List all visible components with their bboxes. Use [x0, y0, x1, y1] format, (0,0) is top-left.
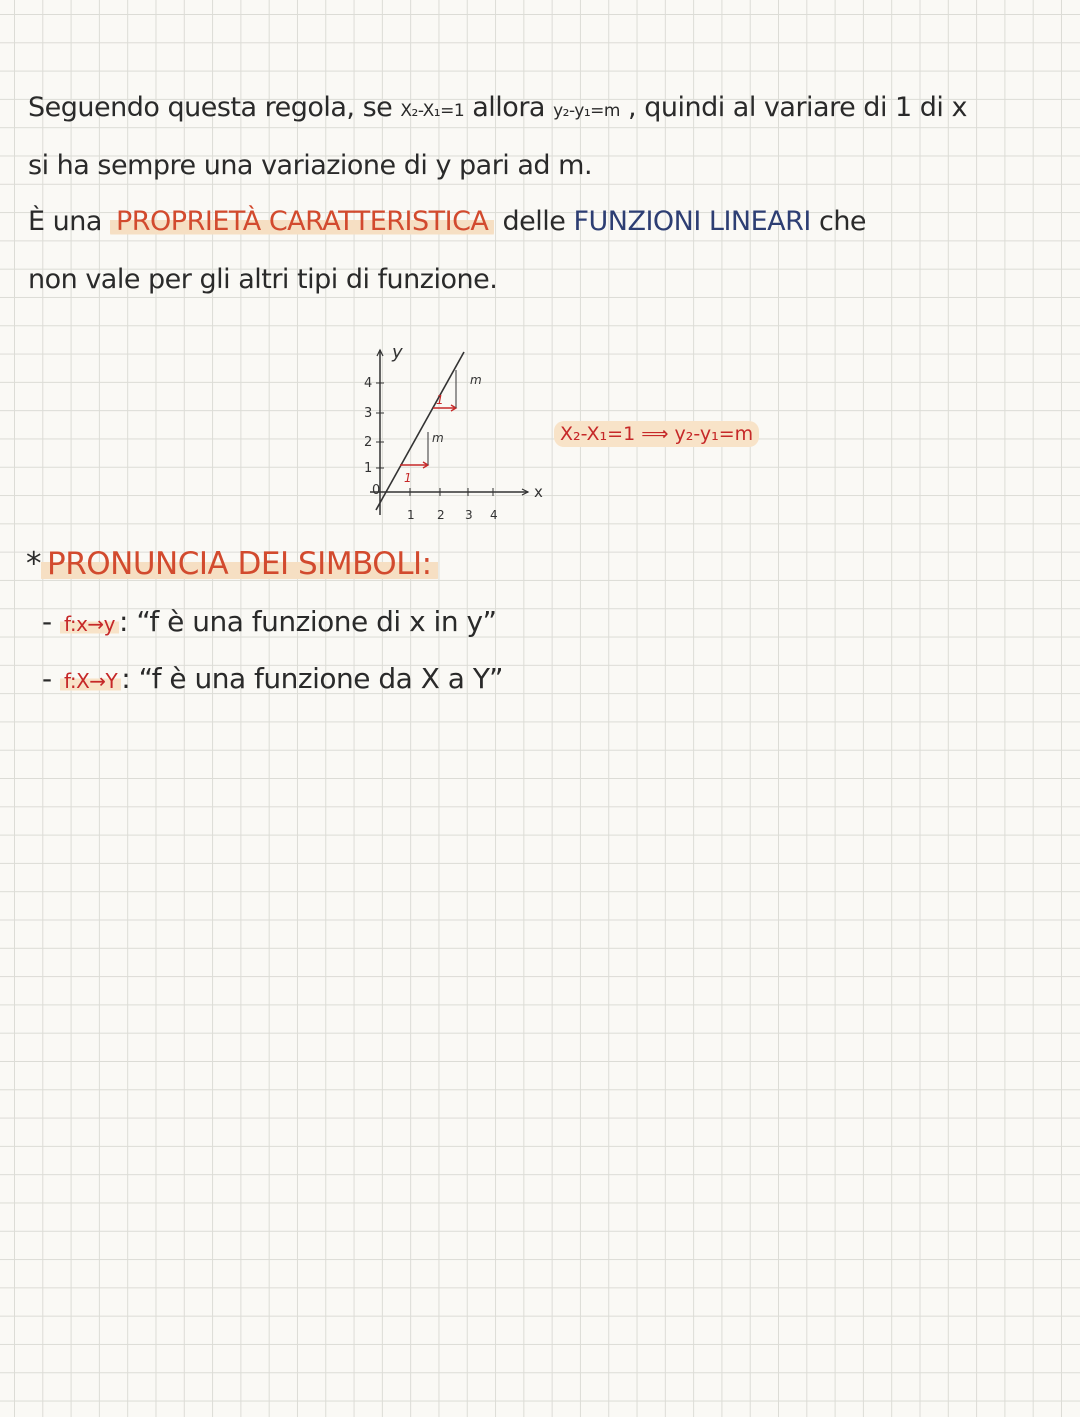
step-label: 1: [436, 393, 444, 407]
y-tick-label: 3: [364, 406, 373, 421]
y-tick-label: 4: [364, 376, 373, 391]
list-item: [42, 662, 503, 695]
text: che: [818, 206, 867, 237]
text: delle: [502, 206, 566, 237]
origin-label: 0: [372, 483, 381, 498]
rise-label: m: [432, 431, 444, 445]
x-tick-label: 1: [407, 508, 415, 522]
text: allora: [472, 92, 545, 123]
symbol: f:X→Y: [60, 669, 121, 693]
y-tick-label: 2: [364, 435, 373, 450]
rise-label: m: [470, 373, 482, 387]
formula-note: X₂-X₁=1 ⟹ y₂-y₁=m: [554, 421, 759, 447]
symbol: f:x→y: [60, 612, 119, 636]
paragraph-line-4: non vale per gli altri tipi di funzione.: [28, 264, 498, 295]
bullet-dash: -: [42, 662, 52, 695]
section-title: PRONUNCIA DEI SIMBOLI:: [41, 546, 438, 582]
text: Seguendo questa regola, se: [28, 92, 393, 123]
paragraph-line-1: [28, 92, 967, 123]
x-tick-label: 2: [437, 508, 445, 522]
formula-y: y₂-y₁=m: [553, 101, 620, 121]
asterisk: *: [26, 546, 41, 582]
bullet-dash: -: [42, 605, 52, 638]
highlight-property: PROPRIETÀ CARATTERISTICA: [110, 206, 494, 237]
list-item: [42, 605, 497, 638]
x-tick-label: 4: [490, 508, 498, 522]
section-heading: [26, 546, 438, 582]
step-label: 1: [404, 471, 412, 485]
highlight-linear-functions: FUNZIONI LINEARI: [573, 206, 811, 237]
x-axis-label: x: [534, 483, 543, 501]
linear-function-graph: [350, 340, 560, 530]
pronunciation: : “f è una funzione di x in y”: [119, 605, 497, 638]
paragraph-line-2: si ha sempre una variazione di y pari ad m.: [28, 150, 593, 181]
y-axis-label: y: [392, 342, 403, 363]
pronunciation: : “f è una funzione da X a Y”: [121, 662, 503, 695]
text: , quindi al variare di 1 di x: [628, 92, 967, 123]
text: È una: [28, 206, 102, 237]
function-line: [376, 352, 464, 510]
y-tick-label: 1: [364, 461, 373, 476]
x-tick-label: 3: [465, 508, 473, 522]
paragraph-line-3: [28, 206, 866, 237]
formula-x: X₂-X₁=1: [400, 101, 465, 121]
